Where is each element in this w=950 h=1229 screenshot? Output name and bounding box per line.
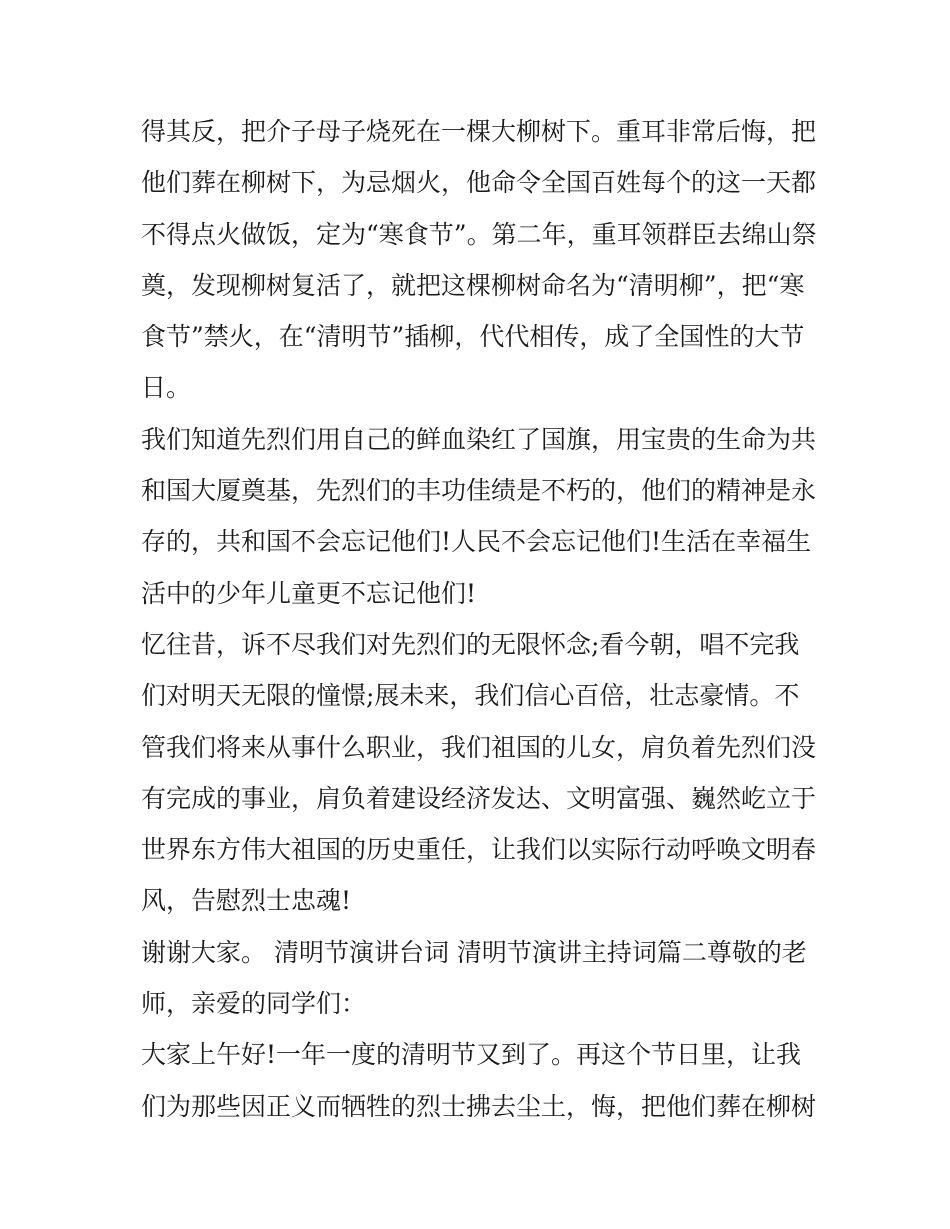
text-line: 有完成的事业，肩负着建设经济发达、文明富强、巍然屹立于 [141, 783, 817, 813]
text-line: 忆往昔，诉不尽我们对先烈们的无限怀念;看今朝，唱不完我 [141, 629, 800, 659]
text-line: 们为那些因正义而牺牲的烈士拂去尘土，悔，把他们葬在柳树 [141, 1091, 817, 1121]
text-line: 他们葬在柳树下，为忌烟火，他命令全国百姓每个的这一天都 [141, 168, 817, 198]
text-line: 管我们将来从事什么职业，我们祖国的儿女，肩负着先烈们没 [141, 732, 817, 762]
document-body [141, 106, 816, 1132]
text-line: 师，亲爱的同学们： [141, 989, 367, 1019]
text-line: 和国大厦奠基，先烈们的丰功佳绩是不朽的，他们的精神是永 [141, 476, 817, 506]
text-line: 谢谢大家。 清明节演讲台词 清明节演讲主持词篇二尊敬的老 [141, 937, 807, 967]
text-line: 不得点火做饭，定为“寒食节”。第二年，重耳领群臣去绵山祭 [141, 219, 817, 249]
text-line: 存的，共和国不会忘记他们!人民不会忘记他们!生活在幸福生 [141, 527, 812, 557]
text-line: 们对明天无限的憧憬;展未来，我们信心百倍，壮志豪情。不 [141, 681, 800, 711]
text-line: 风，告慰烈士忠魂! [141, 886, 352, 916]
text-line: 大家上午好!一年一度的清明节又到了。再这个节日里，让我 [141, 1040, 802, 1070]
text-line: 世界东方伟大祖国的历史重任，让我们以实际行动呼唤文明春 [141, 835, 817, 865]
text-line: 日。 [141, 373, 192, 403]
text-line: 活中的少年儿童更不忘记他们! [141, 578, 477, 608]
text-line: 奠，发现柳树复活了，就把这棵柳树命名为“清明柳”，把“寒 [141, 270, 805, 300]
text-line: 我们知道先烈们用自己的鲜血染红了国旗，用宝贵的生命为共 [141, 424, 817, 454]
text-line: 得其反，把介子母子烧死在一棵大柳树下。重耳非常后悔，把 [141, 117, 817, 146]
text-line: 食节”禁火，在“清明节”插柳，代代相传，成了全国性的大节 [141, 322, 805, 352]
